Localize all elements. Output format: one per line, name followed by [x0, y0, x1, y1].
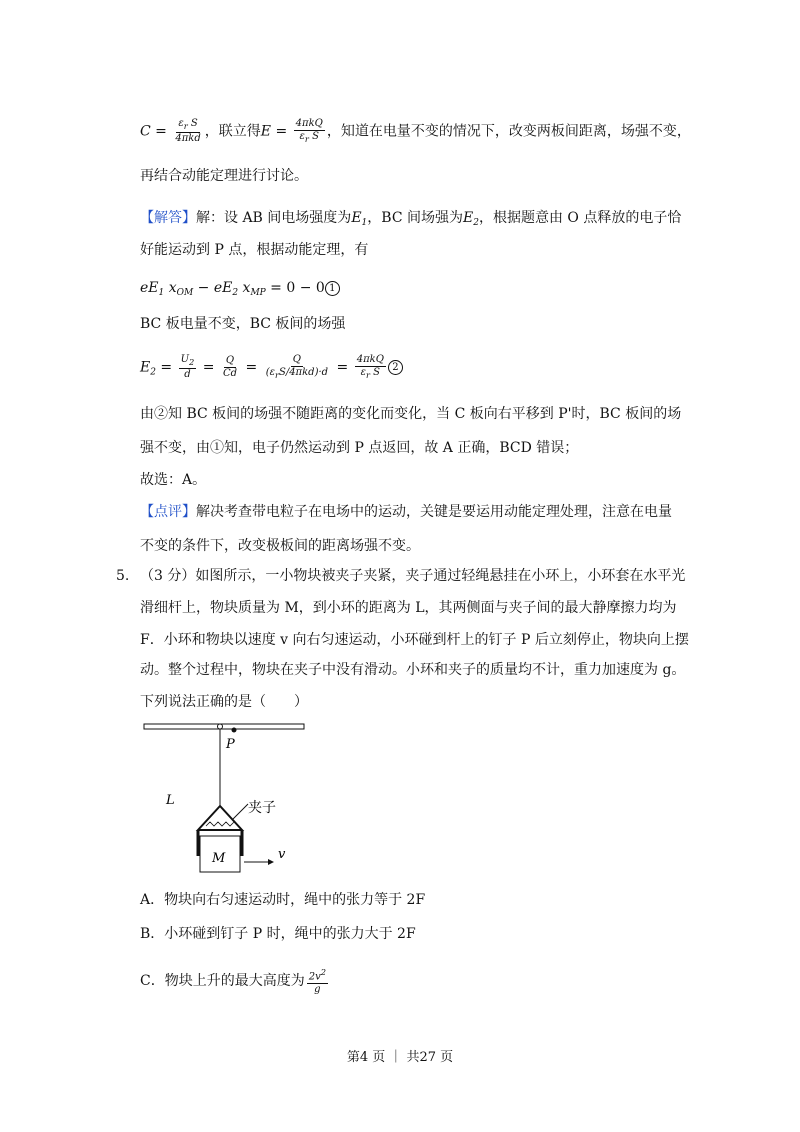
option-C: C．物块上升的最大高度为 $\frac{2v^2}{g}$ — [140, 967, 327, 996]
question-text: （3 分）如图所示，一小物块被夹子夹紧，夹子通过轻绳悬挂在小环上，小环套在水平光 — [140, 568, 686, 584]
option-A: A．物块向右匀速运动时，绳中的张力等于 2F — [140, 892, 426, 908]
page-footer: 第4 页 ｜ 共27 页 — [346, 1050, 454, 1065]
equation-1: $eE_1$ $x_{OM} - eE_2$ $x_{MP} = 0 - 0$ 1 — [140, 278, 340, 303]
label-M: M — [212, 851, 226, 866]
text-line: 由②知 BC 板间的场强不随距离的变化而变化，当 C 板向右平移到 P'时，BC 板间的场 — [140, 406, 682, 422]
formula-line-capacitance: C = $\frac{\varepsilon_r S}{\text{4πkd}}$ ，联立得E = $\frac{\text{4πkQ}}{\varepsilon_r S}$ ，知道在电量不变的情况下，改变两板间距离，场强不变， — [140, 118, 691, 144]
text-line: 再结合动能定理进行讨论。 — [140, 168, 308, 184]
pendulum-clamp-figure — [140, 718, 310, 878]
question-text: F．小环和物块以速度 v 向右匀速运动，小环碰到杆上的钉子 P 后立刻停止，物块向上摆 — [140, 632, 689, 648]
ring — [218, 724, 223, 729]
question-text: 下列说法正确的是（ ） — [140, 694, 308, 710]
label-L: L — [166, 793, 175, 808]
text-line: 好能运动到 P 点，根据动能定理，有 — [140, 242, 369, 258]
question-number: 5. — [116, 568, 130, 584]
question-text: 滑细杆上，物块质量为 M，到小环的距离为 L，其两侧面与夹子间的最大静摩擦力均为 — [140, 600, 677, 616]
text-line: BC 板电量不变，BC 板间的场强 — [140, 316, 346, 332]
answer-line: 【解答】解：设 AB 间电场强度为$E_1$，BC 间场强为$E_2$，根据题意由 O 点释放的电子恰 — [140, 210, 682, 228]
label-clamp: 夹子 — [248, 800, 276, 816]
label-P: P — [226, 737, 235, 752]
comment-line: 【点评】解决考查带电粒子在电场中的运动，关键是要运用动能定理处理，注意在电量 — [140, 504, 672, 520]
clamp-spring — [206, 822, 234, 826]
clamp — [198, 806, 242, 830]
option-B: B．小环碰到钉子 P 时，绳中的张力大于 2F — [140, 926, 416, 942]
equation-2: $E_2$ = $\frac{U_2}{d}$ = $\frac{Q}{Cd}$ = $\frac{Q}{(\varepsilon_rS/4\pi kd)\cdot d}$ = $\frac{\text{4πkQ}}{\varepsilon_r S}$ 2 — [140, 354, 403, 383]
text-line: 不变的条件下，改变极板间的距离场强不变。 — [140, 538, 420, 554]
label-v: v — [278, 847, 286, 862]
comment-tag: 【点评】 — [140, 504, 196, 520]
rod — [144, 724, 304, 729]
nail-P — [232, 728, 237, 733]
text-line: 故选：A。 — [140, 472, 207, 488]
answer-tag: 【解答】 — [140, 210, 196, 226]
text-line: 强不变，由①知，电子仍然运动到 P 点返回，故 A 正确，BCD 错误； — [140, 440, 579, 456]
question-text: 动。整个过程中，物块在夹子中没有滑动。小环和夹子的质量均不计，重力加速度为 g。 — [140, 662, 686, 678]
